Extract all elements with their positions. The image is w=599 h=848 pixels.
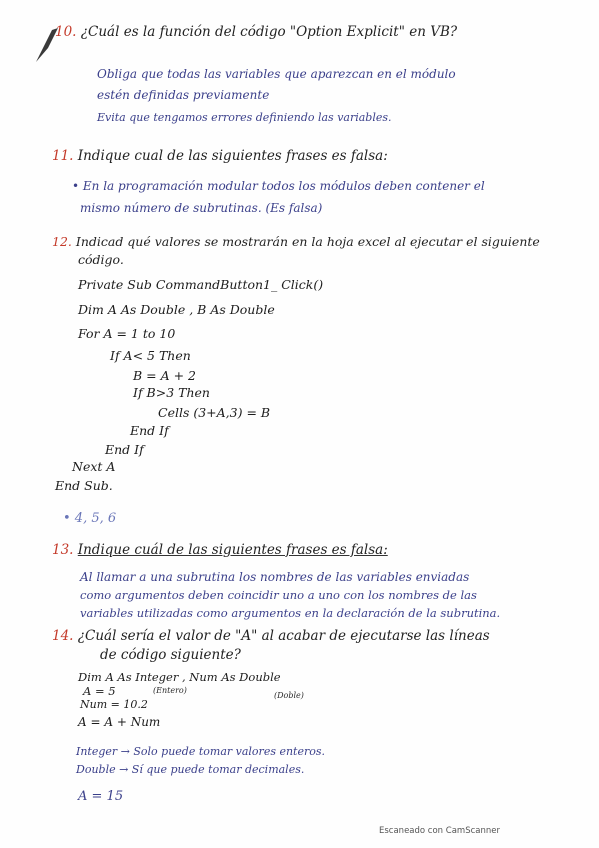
- q14-code-line: A = A + Num: [78, 715, 161, 729]
- q11-answer-line1: • En la programación modular todos los módulos deben contener el: [72, 179, 485, 193]
- q14-note-double: (Doble): [274, 691, 304, 700]
- q14-number: 14.: [52, 628, 74, 644]
- q10-answer-line2: estén definidas previamente: [97, 88, 270, 102]
- q12-code-line: Cells (3+A,3) = B: [158, 405, 271, 420]
- q11-question: [52, 148, 388, 164]
- q14-code-line: A = 5: [83, 684, 116, 698]
- q13-answer-line3: variables utilizadas como argumentos en la declaración de la subrutina.: [80, 606, 501, 620]
- q12-code-line: Private Sub CommandButton1_ Click(): [78, 277, 324, 292]
- q14-code-line: Dim A As Integer , Num As Double: [78, 670, 281, 684]
- q10-answer-line3: Evita que tengamos errores definiendo las variables.: [97, 111, 392, 124]
- q12-code-line: For A = 1 to 10: [78, 326, 176, 341]
- q13-number: 13.: [52, 542, 74, 558]
- q10-number: 10.: [55, 24, 77, 40]
- q12-code-line: B = A + 2: [133, 368, 197, 383]
- q12-question-text: Indicad qué valores se mostrarán en la hoja excel al ejecutar el siguiente: [75, 234, 540, 249]
- q13-answer-line1: Al llamar a una subrutina los nombres de las variables enviadas: [80, 570, 470, 584]
- q11-question-text: Indique cual de las siguientes frases es falsa:: [77, 148, 388, 164]
- q12-number: 12.: [52, 234, 72, 249]
- q11-number: 11.: [52, 148, 74, 164]
- q14-answer-line2: Double → Sí que puede tomar decimales.: [76, 763, 305, 776]
- q11-answer-line2: mismo número de subrutinas. (Es falsa): [80, 201, 323, 215]
- q12-question-line2: código.: [78, 252, 124, 267]
- q12-code-line: Next A: [72, 459, 116, 474]
- q14-answer-line1: Integer → Solo puede tomar valores enteros.: [76, 745, 326, 758]
- q12-answer: • 4, 5, 6: [63, 511, 117, 526]
- q12-code-line: If A< 5 Then: [110, 348, 191, 363]
- q14-note-integer: (Entero): [153, 686, 187, 695]
- q14-question-text: ¿Cuál sería el valor de "A" al acabar de ejecutarse las líneas: [77, 628, 490, 644]
- q14-result: A = 15: [78, 789, 124, 804]
- q12-code-line: Dim A As Double , B As Double: [78, 302, 275, 317]
- q12-code-line: If B>3 Then: [133, 385, 210, 400]
- q12-code-line: End If: [130, 423, 169, 438]
- q10-question-text: ¿Cuál es la función del código "Option Explicit" en VB?: [80, 24, 458, 40]
- scanner-watermark: Escaneado con CamScanner: [379, 826, 500, 836]
- q13-question-text: Indique cuál de las siguientes frases es falsa:: [77, 542, 388, 558]
- q12-question-line1: [52, 234, 540, 249]
- q14-question-line1: [52, 628, 490, 644]
- q12-code-line: End If: [105, 442, 144, 457]
- q13-question: [52, 542, 388, 558]
- q10-answer-line1: Obliga que todas las variables que aparezcan en el módulo: [97, 67, 456, 81]
- q14-code-line: Num = 10.2: [80, 698, 148, 711]
- q10-question: [55, 24, 457, 40]
- q14-question-line2: de código siguiente?: [100, 647, 241, 663]
- q12-code-line: End Sub.: [55, 478, 113, 493]
- q13-answer-line2: como argumentos deben coincidir uno a uno con los nombres de las: [80, 588, 477, 602]
